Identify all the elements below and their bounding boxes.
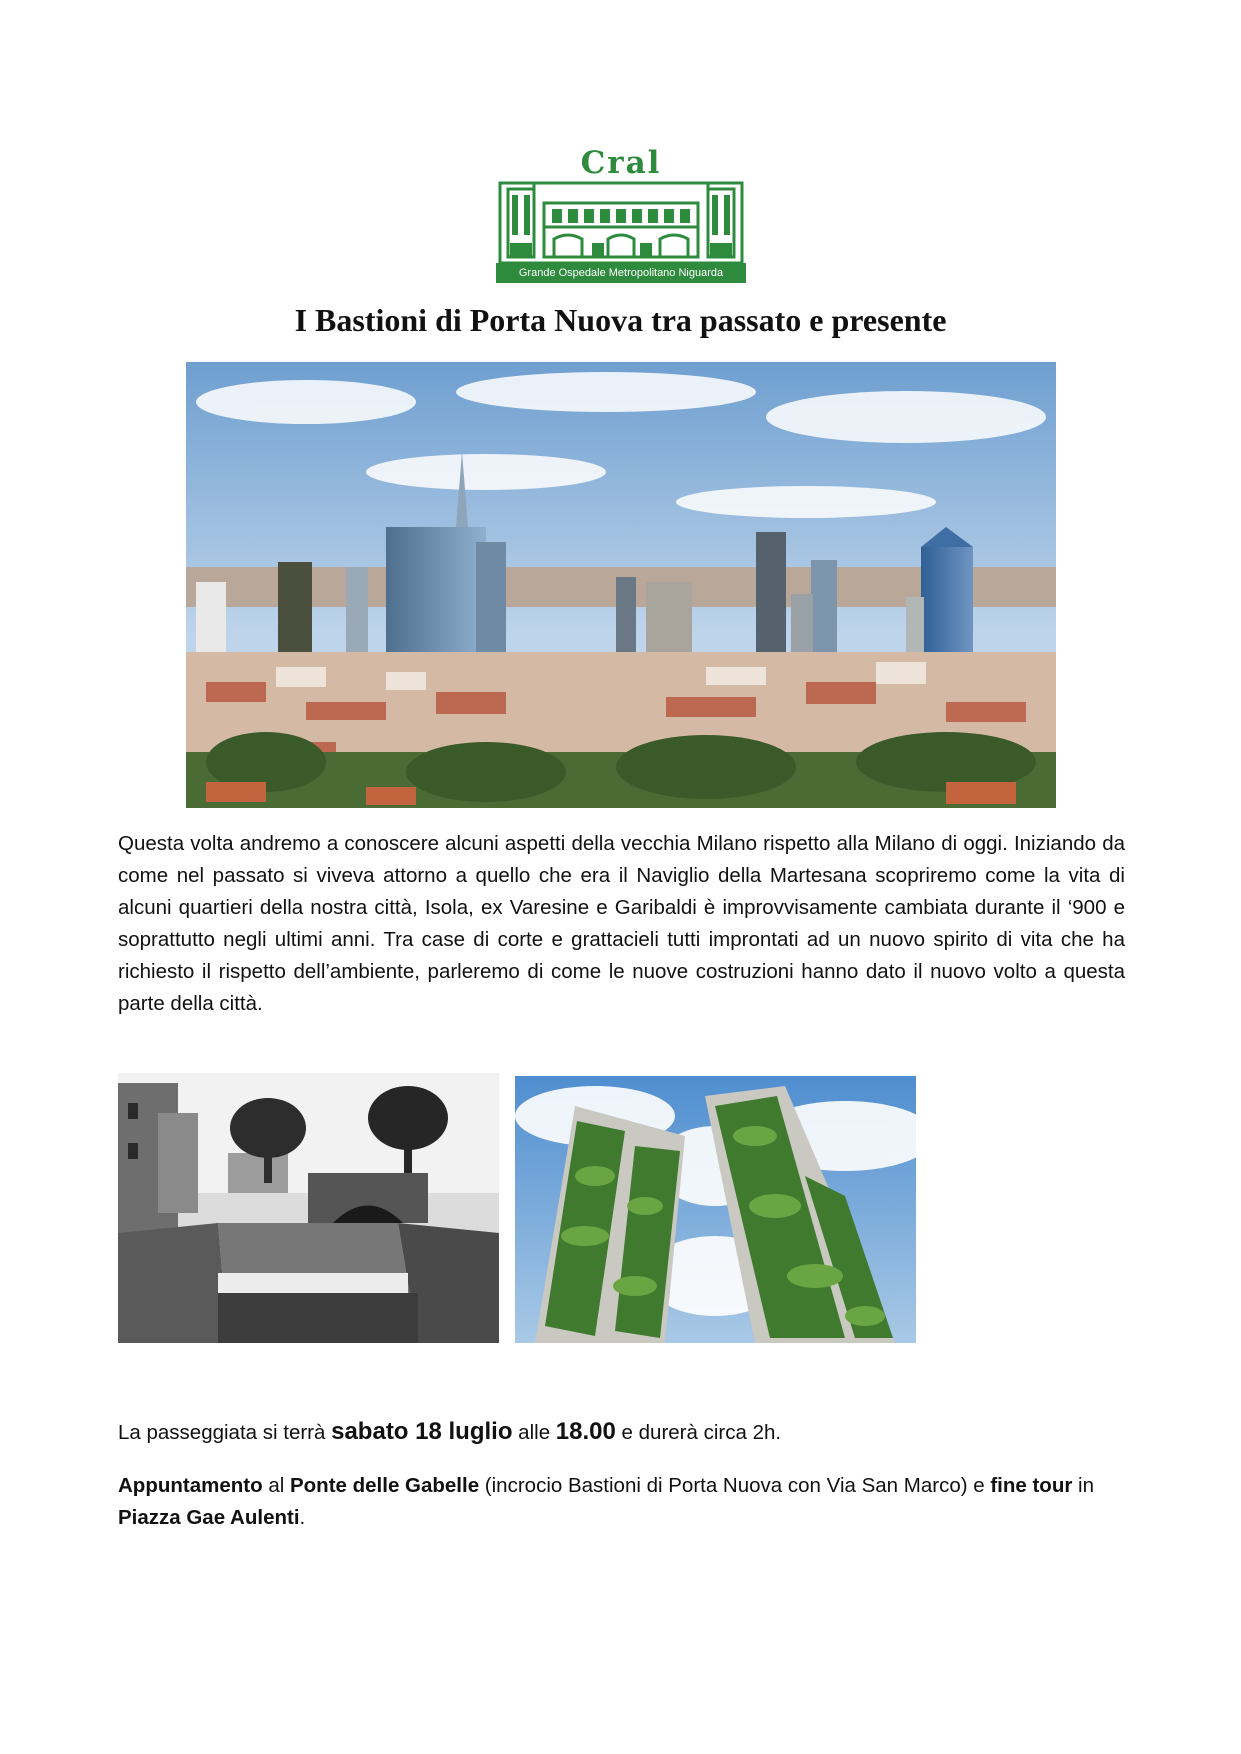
cral-logo (496, 145, 746, 285)
intro-paragraph: Questa volta andremo a conoscere alcuni aspetti della vecchia Milano rispetto alla Milano di oggi. Iniziando da come nel passato si viveva attorno a quello che era il Naviglio della Martesana scopriremo come la vita di alcuni quartieri della nostra città, Isola, ex Varesine e Garibaldi è improvvisamente cambiata durante il ‘900 e soprattutto negli ultimi anni. Tra case di corte e grattacieli tutti improntati ad un nuovo spirito di vita che ha richiesto il rispetto dell’ambiente, parleremo di come le nuove costruzioni hanno dato il nuovo volto a questa parte della città. (118, 832, 1125, 1015)
logo-wordmark: Cral (580, 145, 662, 181)
building-logo-icon (496, 181, 746, 265)
schedule-prefix: La passeggiata si terrà (118, 1421, 332, 1444)
meeting-text-3: in (1072, 1474, 1094, 1497)
meeting-text-2: (incrocio Bastioni di Porta Nuova con Via San Marco) e (479, 1474, 991, 1497)
meeting-text-1: al (262, 1474, 290, 1497)
event-date: sabato 18 luglio (331, 1418, 513, 1445)
milan-skyline-photo (186, 362, 1056, 808)
schedule-line (118, 1416, 1125, 1449)
schedule-middle: alle (512, 1421, 556, 1444)
logo-subtitle: Grande Ospedale Metropolitano Niguarda (496, 263, 746, 283)
meeting-point-line (118, 1470, 1125, 1534)
end-place: Piazza Gae Aulenti (118, 1506, 300, 1529)
event-time: 18.00 (555, 1418, 616, 1445)
bosco-verticale-photo (515, 1076, 916, 1343)
meeting-text-4: . (299, 1506, 306, 1529)
end-label: fine tour (990, 1474, 1073, 1497)
naviglio-historic-photo (118, 1073, 499, 1343)
meeting-place: Ponte delle Gabelle (289, 1474, 480, 1497)
page-title: I Bastioni di Porta Nuova tra passato e presente (294, 302, 947, 338)
schedule-suffix: e durerà circa 2h. (615, 1421, 782, 1444)
meeting-label: Appuntamento (118, 1474, 263, 1497)
